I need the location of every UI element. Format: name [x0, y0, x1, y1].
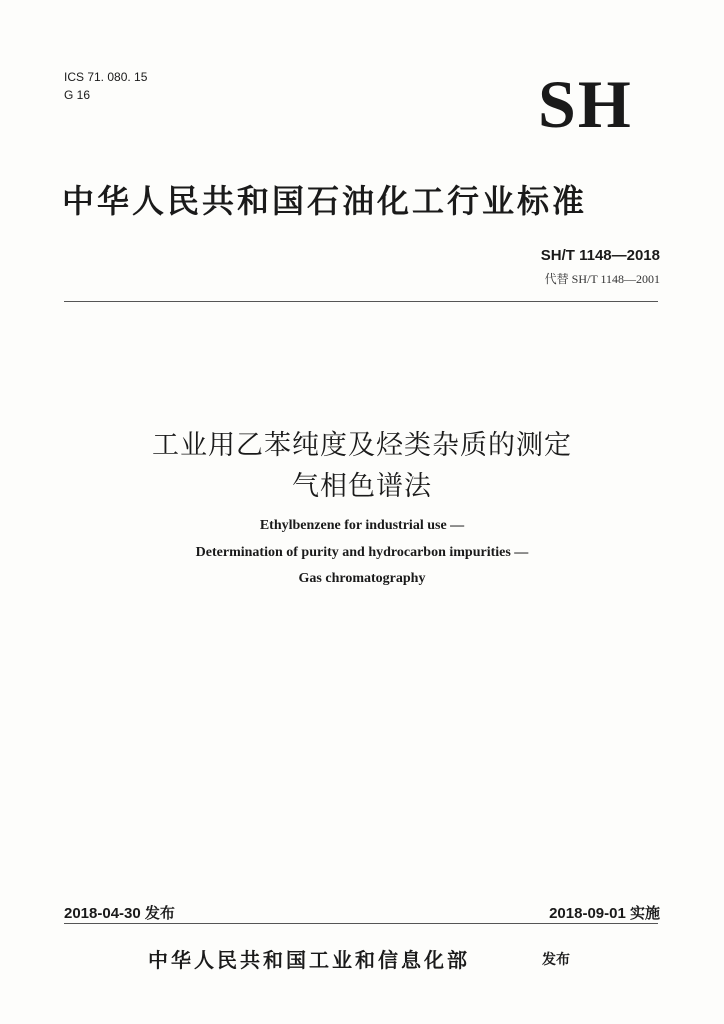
ics-code: ICS 71. 080. 15	[64, 70, 148, 84]
replaces-standard: 代替 SH/T 1148—2001	[544, 272, 660, 286]
implementation-date: 2018-09-01 实施	[549, 905, 660, 922]
standard-number: SH/T 1148—2018	[540, 247, 660, 264]
classification-code: G 16	[64, 88, 91, 102]
publisher: 中华人民共和国工业和信息化部	[148, 948, 470, 972]
title-zh-line2: 气相色谱法	[292, 471, 432, 502]
title-zh-line1: 工业用乙苯纯度及烃类杂质的测定	[152, 430, 572, 461]
title-en-line1: Ethylbenzene for industrial use —	[259, 518, 465, 533]
publisher-suffix: 发布	[542, 952, 570, 968]
issue-date: 2018-04-30 发布	[64, 905, 175, 922]
title-en-line2: Determination of purity and hydrocarbon impurities —	[195, 545, 529, 560]
top-divider	[64, 301, 658, 302]
bottom-divider	[64, 923, 658, 924]
sh-logo: SH	[538, 66, 633, 142]
title-en-line3: Gas chromatography	[298, 571, 426, 586]
issuer-title: 中华人民共和国石油化工行业标准	[62, 182, 588, 220]
